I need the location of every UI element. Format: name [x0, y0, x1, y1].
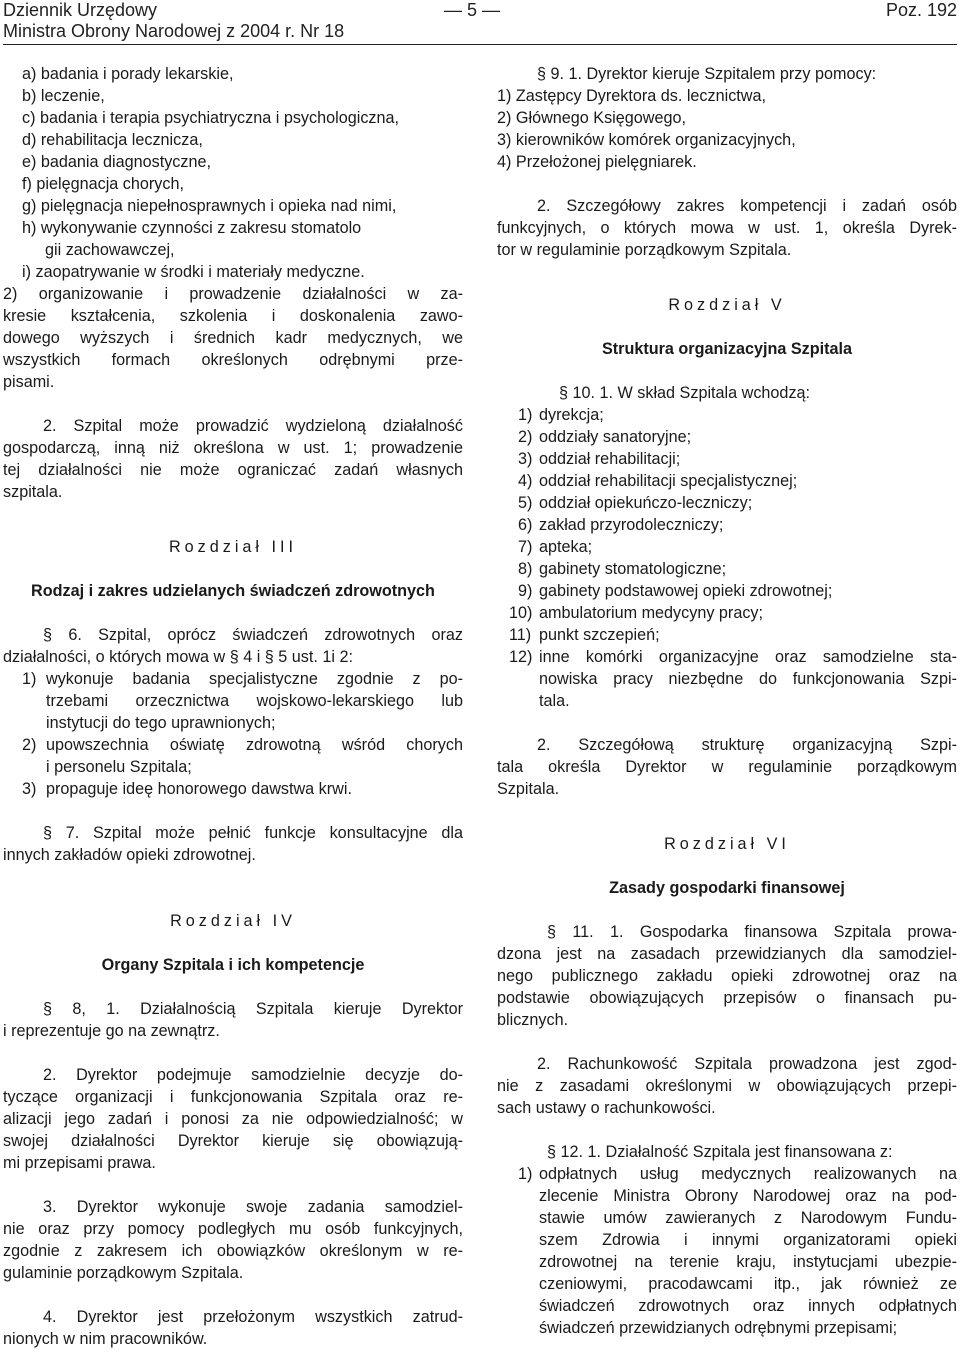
text-line: i personelu Szpitala;	[46, 758, 192, 776]
text-line: mi przepisami prawa.	[3, 1154, 156, 1172]
list-item: 9) gabinety podstawowej opieki zdrowotnej;	[518, 582, 833, 600]
list-services	[3, 63, 463, 283]
paragraph-business-activity	[3, 415, 463, 503]
text-line: podstawie obowiązujących przepisów o finansach pu-	[497, 989, 957, 1007]
list-item: h) wykonywanie czynności z zakresu stomatolo	[22, 219, 362, 237]
chapter-4-label: Rozdział IV	[170, 912, 296, 930]
list-item: 6) zakład przyrodoleczniczy;	[518, 516, 724, 534]
list-item: 1) odpłatnych usług medycznych realizowanych na	[518, 1165, 957, 1183]
text-line: 3. Dyrektor wykonuje swoje zadania samodziel-	[43, 1198, 463, 1216]
text-line: gulaminie porządkowym Szpitala.	[3, 1264, 244, 1282]
text-line: 2. Dyrektor podejmuje samodzielnie decyzje do-	[43, 1066, 463, 1084]
chapter-6-title: Zasady gospodarki finansowej	[609, 879, 845, 897]
text-line: wszystkich formach określonych odrębnymi prze-	[3, 351, 463, 369]
text-line: działalności, o których mowa w § 4 i § 5 ust. 1i 2:	[3, 648, 353, 666]
position-number: Poz. 192	[885, 0, 957, 20]
list-item: d) rehabilitacja lecznicza,	[22, 131, 203, 149]
section-11-2	[497, 1053, 957, 1119]
text-line: zlecenie Ministra Obrony Narodowej oraz na pod-	[539, 1187, 957, 1205]
section-11	[497, 921, 957, 1031]
text-line: świadczeń zdrowotnych oraz innych odpłatnych	[539, 1297, 957, 1315]
list-item: 3) oddział rehabilitacji;	[518, 450, 681, 468]
text-line: nie oraz przy pomocy podległych mu osób funkcyjnych,	[3, 1220, 463, 1238]
text-line: innych zakładów opieki zdrowotnej.	[3, 846, 256, 864]
text-line: Szpitala.	[497, 780, 560, 798]
text-line: trzebami orzecznictwa wojskowo-lekarskiego lub	[46, 692, 463, 710]
section-10-2	[497, 734, 957, 800]
text-line: szem Zdrowia i innymi organizatorami opieki	[539, 1231, 957, 1249]
list-item: 5) oddział opiekuńczo-leczniczy;	[518, 494, 753, 512]
section-6	[3, 624, 463, 800]
section-7	[3, 822, 463, 866]
list-item: 11) punkt szczepień;	[509, 626, 660, 644]
text-line: tala określa Dyrektor w regulaminie porządkowym	[497, 758, 957, 776]
text-line: nego publicznego zakładu opieki zdrowotnej oraz na	[497, 967, 957, 985]
section-12-intro: § 12. 1. Działalność Szpitala jest finansowana z:	[547, 1143, 893, 1161]
section-8-2	[3, 1064, 463, 1174]
text-line: 4. Dyrektor jest przełożonym wszystkich zatrud-	[43, 1308, 463, 1326]
text-line: 2. Szczegółowy zakres kompetencji i zadań osób	[537, 197, 957, 215]
section-8-3	[3, 1196, 463, 1284]
list-item: 1) wykonuje badania specjalistyczne zgodnie z po-	[22, 670, 463, 688]
list-item: 3) kierowników komórek organizacyjnych,	[497, 131, 796, 149]
list-item: c) badania i terapia psychiatryczna i psychologiczna,	[22, 109, 400, 127]
text-line: tala.	[539, 692, 570, 710]
text-line: nie z zasadami określonymi w obowiązujących przepi-	[497, 1077, 957, 1095]
text-line: zdrowotnej na terenie kraju, instytucjami ubezpie-	[539, 1253, 957, 1271]
text-line: 2. Szczegółową strukturę organizacyjną Szpi-	[537, 736, 957, 754]
text-line: instytucji do tego uprawnionych;	[46, 714, 276, 732]
chapter-6-label: Rozdział VI	[664, 835, 790, 853]
text-line: nionych w nim pracowników.	[3, 1330, 208, 1348]
chapter-5-title: Struktura organizacyjna Szpitala	[601, 340, 853, 358]
text-line: dzona jest na zasadach przewidzianych dla samodziel-	[497, 945, 957, 963]
section-10-intro: § 10. 1. W skład Szpitala wchodzą:	[559, 384, 811, 402]
text-line: zgodnie z zakresem ich obowiązków określonym w re-	[3, 1242, 463, 1260]
section-9-2	[497, 195, 957, 261]
list-item-continuation: gii zachowawczej,	[45, 241, 175, 259]
text-line: tej działalności nie może ograniczać zadań własnych	[3, 461, 463, 479]
left-column	[3, 63, 463, 1350]
list-item: 2) Głównego Księgowego,	[497, 109, 686, 127]
ministry-subtitle: Ministra Obrony Narodowej z 2004 r. Nr 18	[3, 21, 345, 41]
text-line: czeniowymi, pracodawcami itp., jak również ze	[539, 1275, 957, 1293]
text-line: alizacji jego zadań i ponosi za nie odpowiedzialność; w	[3, 1110, 463, 1128]
text-line: § 7. Szpital może pełnić funkcje konsultacyjne dla	[43, 824, 463, 842]
list-item: a) badania i porady lekarskie,	[22, 65, 234, 83]
text-line: tor w regulaminie porządkowym Szpitala.	[497, 241, 792, 259]
section-10-list	[497, 404, 957, 712]
list-item: 2) upowszechnia oświatę zdrowotną wśród chorych	[22, 736, 463, 754]
text-line: blicznych.	[497, 1011, 569, 1029]
text-line: § 9. 1. Dyrektor kieruje Szpitalem przy pomocy:	[537, 65, 877, 83]
page-header	[3, 0, 957, 45]
text-line: nowiska pracy niezbędne do funkcjonowania Szpi-	[539, 670, 957, 688]
text-line: kresie kształcenia, szkolenia i doskonalenia zawo-	[3, 307, 463, 325]
list-item: 10) ambulatorium medycyny pracy;	[509, 604, 764, 622]
text-line: funkcyjnych, o których mowa w ust. 1, określa Dyrek-	[497, 219, 957, 237]
text-line: 2) organizowanie i prowadzenie działalności w za-	[3, 285, 463, 303]
text-line: świadczeń przewidzianych odrębnymi przepisami;	[539, 1319, 898, 1337]
text-line: stawie umów zawieranych z Narodowym Fundu-	[539, 1209, 957, 1227]
list-item: 2) oddziały sanatoryjne;	[518, 428, 692, 446]
list-item: 4) Przełożonej pielęgniarek.	[497, 153, 697, 171]
paragraph-education	[3, 283, 463, 393]
list-item: 7) apteka;	[518, 538, 593, 556]
section-12-list	[497, 1163, 957, 1339]
list-item: 12) inne komórki organizacyjne oraz samodzielne sta-	[509, 648, 957, 666]
chapter-3-title: Rodzaj i zakres udzielanych świadczeń zdrowotnych	[31, 582, 435, 600]
text-line: 2. Szpital może prowadzić wydzieloną działalność	[43, 417, 463, 435]
chapter-3-label: Rozdział III	[168, 538, 298, 556]
chapter-4-title: Organy Szpitala i ich kompetencje	[101, 956, 365, 974]
right-column	[497, 63, 957, 1339]
section-8	[3, 998, 463, 1042]
journal-title: Dziennik Urzędowy	[3, 0, 158, 20]
list-item: f) pielęgnacja chorych,	[22, 175, 184, 193]
list-item: b) leczenie,	[22, 87, 105, 105]
text-line: i reprezentuje go na zewnątrz.	[3, 1022, 220, 1040]
text-line: § 6. Szpital, oprócz świadczeń zdrowotnych oraz	[43, 626, 463, 644]
text-line: sach ustawy o rachunkowości.	[497, 1099, 716, 1117]
section-8-4	[3, 1306, 463, 1350]
page-number: — 5 —	[444, 0, 501, 20]
text-line: dowego wyższych i średnich kadr medycznych, we	[3, 329, 463, 347]
list-item: 1) Zastępcy Dyrektora ds. lecznictwa,	[497, 87, 766, 105]
list-item: 4) oddział rehabilitacji specjalistycznej;	[518, 472, 798, 490]
section-9	[497, 63, 957, 173]
list-item: 1) dyrekcja;	[518, 406, 604, 424]
text-line: § 11. 1. Gospodarka finansowa Szpitala prowa-	[547, 923, 957, 941]
text-line: 2. Rachunkowość Szpitala prowadzona jest zgod-	[537, 1055, 957, 1073]
list-item: 3) propaguje ideę honorowego dawstwa krwi.	[22, 780, 352, 798]
text-line: § 8, 1. Działalnością Szpitala kieruje Dyrektor	[43, 1000, 463, 1018]
text-line: swojej działalności Dyrektor kieruje się obowiązują-	[3, 1132, 463, 1150]
chapter-5-label: Rozdział V	[668, 296, 786, 314]
list-item: e) badania diagnostyczne,	[22, 153, 211, 171]
text-line: pisami.	[3, 373, 55, 391]
list-item: i) zaopatrywanie w środki i materiały medyczne.	[22, 263, 365, 281]
text-line: tyczące organizacji i funkcjonowania Szpitala oraz re-	[3, 1088, 463, 1106]
list-item: g) pielęgnacja niepełnosprawnych i opieka nad nimi,	[22, 197, 397, 215]
text-line: szpitala.	[3, 483, 63, 501]
text-line: gospodarczą, inną niż określona w ust. 1; prowadzenie	[3, 439, 463, 457]
list-item: 8) gabinety stomatologiczne;	[518, 560, 727, 578]
